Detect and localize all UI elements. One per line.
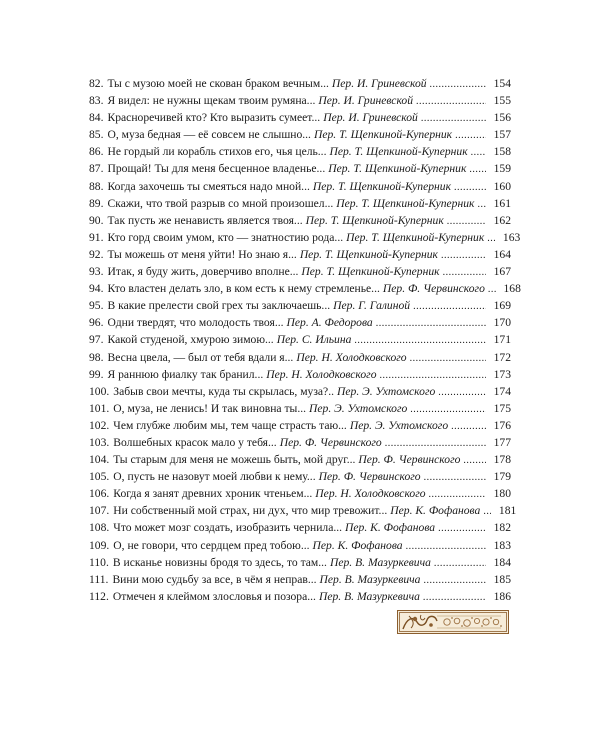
poem-first-line: Так пусть же ненависть является твоя... [107,213,303,227]
translator-credit: Пер. А. Федорова [286,316,373,330]
entry-number: 82. [89,77,104,90]
dot-leader [454,179,486,196]
entry-number: 89. [89,196,104,210]
dot-leader [410,350,486,367]
entry-number: 111. [89,572,109,586]
translator-credit: Пер. Т. Щепкиной-Куперник [301,265,440,279]
toc-entry [89,417,511,434]
poem-first-line: Я видел: не нужны щекам твоим румяна... [107,94,316,108]
poem-first-line: Ни собственный мой страх, ни дух, что мир тревожит... [113,504,388,518]
dot-leader [424,469,486,486]
dot-leader [423,589,486,606]
dot-leader [455,127,486,144]
page-number: 169 [493,299,511,313]
poem-first-line: Вини мою судьбу за все, в чём я неправ... [112,572,317,586]
toc-entry [89,92,511,109]
entry-number: 108. [89,521,110,535]
translator-credit: Пер. Т. Щепкиной-Куперник [329,145,468,159]
entry-number: 106. [89,487,110,501]
page-number: 170 [493,316,511,330]
entry-number: 98. [89,350,104,364]
poem-first-line: Красноречивей кто? Кто выразить сумеет... [107,111,321,125]
translator-credit: Пер. Т. Щепкиной-Куперник [328,162,467,176]
toc-entry [89,366,511,383]
entry-number: 112. [89,589,109,603]
poem-first-line: В какие прелести свой грех ты заключаешь... [107,299,331,313]
entry-number: 107. [89,504,110,518]
page-number: 184 [493,555,511,569]
dot-leader [487,230,495,247]
entry-number: 105. [89,470,110,484]
toc-entry [89,502,517,519]
page-number: 154 [493,77,511,90]
page-number: 174 [493,384,511,398]
page-number: 160 [493,179,511,193]
translator-credit: Пер. И. Гриневской [331,77,427,90]
entry-number: 97. [89,333,104,347]
poem-first-line: Какой студеной, хмурою зимою... [107,333,274,347]
translator-credit: Пер. К. Фофанова [345,521,436,535]
dot-leader [410,401,486,418]
page-number: 163 [502,230,521,244]
translator-credit: Пер. К. Фофанова [312,538,403,552]
page-number: 183 [493,538,511,552]
translator-credit: Пер. Т. Щепкиной-Куперник [312,179,452,193]
page-number: 177 [493,435,511,449]
translator-credit: Пер. Т. Щепкиной-Куперник [305,213,444,227]
dot-leader [441,247,486,264]
toc-entry [89,263,511,280]
toc-entry [89,349,511,366]
toc-entry [89,195,511,212]
entry-number: 85. [89,128,104,142]
entry-number: 92. [89,247,104,261]
poem-first-line: Когда захочешь ты смеяться надо мной... [107,179,310,193]
translator-credit: Пер. Э. Ухтомского [309,401,408,415]
toc-entry [89,212,511,229]
page-number: 179 [493,470,511,484]
entry-number: 102. [89,418,110,432]
page-number: 157 [493,128,511,142]
entry-number: 94. [89,282,104,296]
dot-leader [416,93,486,110]
dot-leader [413,298,486,315]
toc-entry [89,537,511,554]
poem-first-line: О, муза бедная — её совсем не слышно... [107,128,311,142]
dot-leader [477,196,486,213]
toc-entry [89,229,521,246]
poem-first-line: Итак, я буду жить, доверчиво вполне... [107,265,299,279]
toc-entry [89,434,511,451]
translator-credit: Пер. И. Гриневской [318,94,414,108]
toc-entry [89,485,511,502]
translator-credit: Пер. В. Мазуркевича [318,589,420,603]
translator-credit: Пер. Т. Щепкиной-Куперник [313,128,453,142]
poem-first-line: В исканье новизны бродя то здесь, то там... [112,555,327,569]
table-of-contents [89,75,521,605]
page-number: 158 [493,145,511,159]
translator-credit: Пер. Т. Щепкиной-Куперник [299,247,438,261]
poem-first-line: Весна цвела, — был от тебя вдали я... [107,350,294,364]
page-number: 156 [493,111,511,125]
page-number: 161 [493,196,511,210]
poem-first-line: Ты старым для меня не можешь быть, мой друг... [113,453,356,467]
toc-entry [89,314,511,331]
entry-number: 99. [89,367,104,381]
entry-number: 95. [89,299,104,313]
translator-credit: Пер. В. Мазуркевича [319,572,421,586]
entry-number: 87. [89,162,104,176]
toc-entry [89,400,511,417]
poem-first-line: Я раннюю фиалку так бранил... [107,367,264,381]
page-number: 168 [503,282,521,296]
entry-number: 90. [89,213,104,227]
entry-number: 88. [89,179,104,193]
toc-entry [89,571,511,588]
translator-credit: Пер. Ф. Червинского [382,282,485,296]
entry-number: 110. [89,555,109,569]
poem-first-line: Не гордый ли корабль стихов его, чья цель... [107,145,327,159]
toc-entry [89,297,511,314]
translator-credit: Пер. Ф. Червинского [279,435,382,449]
translator-credit: Пер. Э. Ухтомского [337,384,436,398]
entry-number: 100. [89,384,110,398]
dot-leader [421,110,486,127]
poem-first-line: Прощай! Ты для меня бесценное владенье... [107,162,326,176]
translator-credit: Пер. В. Мазуркевича [329,555,431,569]
entry-number: 96. [89,316,104,330]
page-number: 182 [493,521,511,535]
page-number: 186 [493,589,511,603]
toc-entry [89,160,511,177]
dot-leader [483,503,491,520]
poem-first-line: Ты с музою моей не скован браком вечным... [107,77,329,90]
dot-leader [438,384,486,401]
poem-first-line: Кто горд своим умом, кто — знатностию рода... [107,230,344,244]
toc-entry [89,451,511,468]
entry-number: 86. [89,145,104,159]
page-number: 180 [493,487,511,501]
page-number: 175 [493,401,511,415]
toc-entry [89,280,521,297]
page-number: 159 [493,162,511,176]
dot-leader [434,555,486,572]
poem-first-line: Чем глубже любим мы, тем чаще страсть таю... [113,418,347,432]
dot-leader [447,213,486,230]
floral-ornament-icon [397,610,509,634]
poem-first-line: О, пусть не назовут моей любви к нему... [113,470,316,484]
entry-number: 103. [89,435,110,449]
entry-number: 101. [89,401,110,415]
dot-leader [488,281,496,298]
translator-credit: Пер. Н. Холодковского [266,367,377,381]
translator-credit: Пер. Н. Холодковского [315,487,426,501]
poem-first-line: Одни твердят, что молодость твоя... [107,316,284,330]
poem-first-line: Скажи, что твой разрыв со мной произошел... [107,196,334,210]
translator-credit: Пер. К. Фофанова [390,504,481,518]
toc-entry [89,143,511,160]
dot-leader [443,264,486,281]
poem-first-line: Волшебных красок мало у тебя... [113,435,277,449]
toc-entry [89,554,511,571]
translator-credit: Пер. Ф. Червинского [358,453,461,467]
toc-entry [89,178,511,195]
entry-number: 93. [89,265,104,279]
dot-leader [354,332,486,349]
dot-leader [463,452,486,469]
translator-credit: Пер. С. Ильина [276,333,352,347]
dot-leader [423,572,486,589]
toc-entry [89,519,511,536]
poem-first-line: О, муза, не ленись! И так виновна ты... [113,401,307,415]
translator-credit: Пер. Ф. Червинского [318,470,421,484]
page-number: 185 [493,572,511,586]
poem-first-line: Когда я занят древних хроник чтеньем... [113,487,313,501]
page-number: 167 [493,265,511,279]
page-number: 172 [493,350,511,364]
dot-leader [429,486,486,503]
entry-number: 84. [89,111,104,125]
page-number: 155 [493,94,511,108]
entry-number: 109. [89,538,110,552]
dot-leader [385,435,486,452]
translator-credit: Пер. Н. Холодковского [296,350,407,364]
dot-leader [406,538,486,555]
translator-credit: Пер. Э. Ухтомского [349,418,449,432]
toc-entry [89,331,511,348]
toc-entry [89,588,511,605]
page-number: 176 [493,418,511,432]
page-number: 164 [493,247,511,261]
entry-number: 91. [89,230,104,244]
toc-entry [89,75,511,92]
poem-first-line: Ты можешь от меня уйти! Но знаю я... [107,247,297,261]
dot-leader [430,76,486,93]
page-number: 173 [493,367,511,381]
dot-leader [469,161,486,178]
toc-entry [89,246,511,263]
toc-entry [89,109,511,126]
dot-leader [376,315,486,332]
page-number: 171 [493,333,511,347]
translator-credit: Пер. И. Гриневской [323,111,418,125]
dot-leader [451,418,486,435]
poem-first-line: Отмечен я клеймом злословья и позора... [112,589,316,603]
page-number: 181 [498,504,517,518]
entry-number: 83. [89,94,104,108]
dot-leader [438,520,486,537]
toc-entry [89,468,511,485]
page-number: 178 [493,453,511,467]
poem-first-line: Что может мозг создать, изобразить чернила... [113,521,343,535]
translator-credit: Пер. Г. Галиной [333,299,411,313]
translator-credit: Пер. Т. Щепкиной-Куперник [346,230,485,244]
page-number: 162 [493,213,511,227]
entry-number: 104. [89,453,110,467]
toc-entry [89,126,511,143]
poem-first-line: О, не говори, что сердцем пред тобою... [113,538,310,552]
poem-first-line: Кто властен делать зло, в ком есть к нему стремленье... [107,282,380,296]
poem-first-line: Забыв свои мечты, куда ты скрылась, муза?.. [113,384,334,398]
dot-leader [380,367,487,384]
toc-entry [89,383,511,400]
translator-credit: Пер. Т. Щепкиной-Куперник [336,196,475,210]
dot-leader [471,144,486,161]
